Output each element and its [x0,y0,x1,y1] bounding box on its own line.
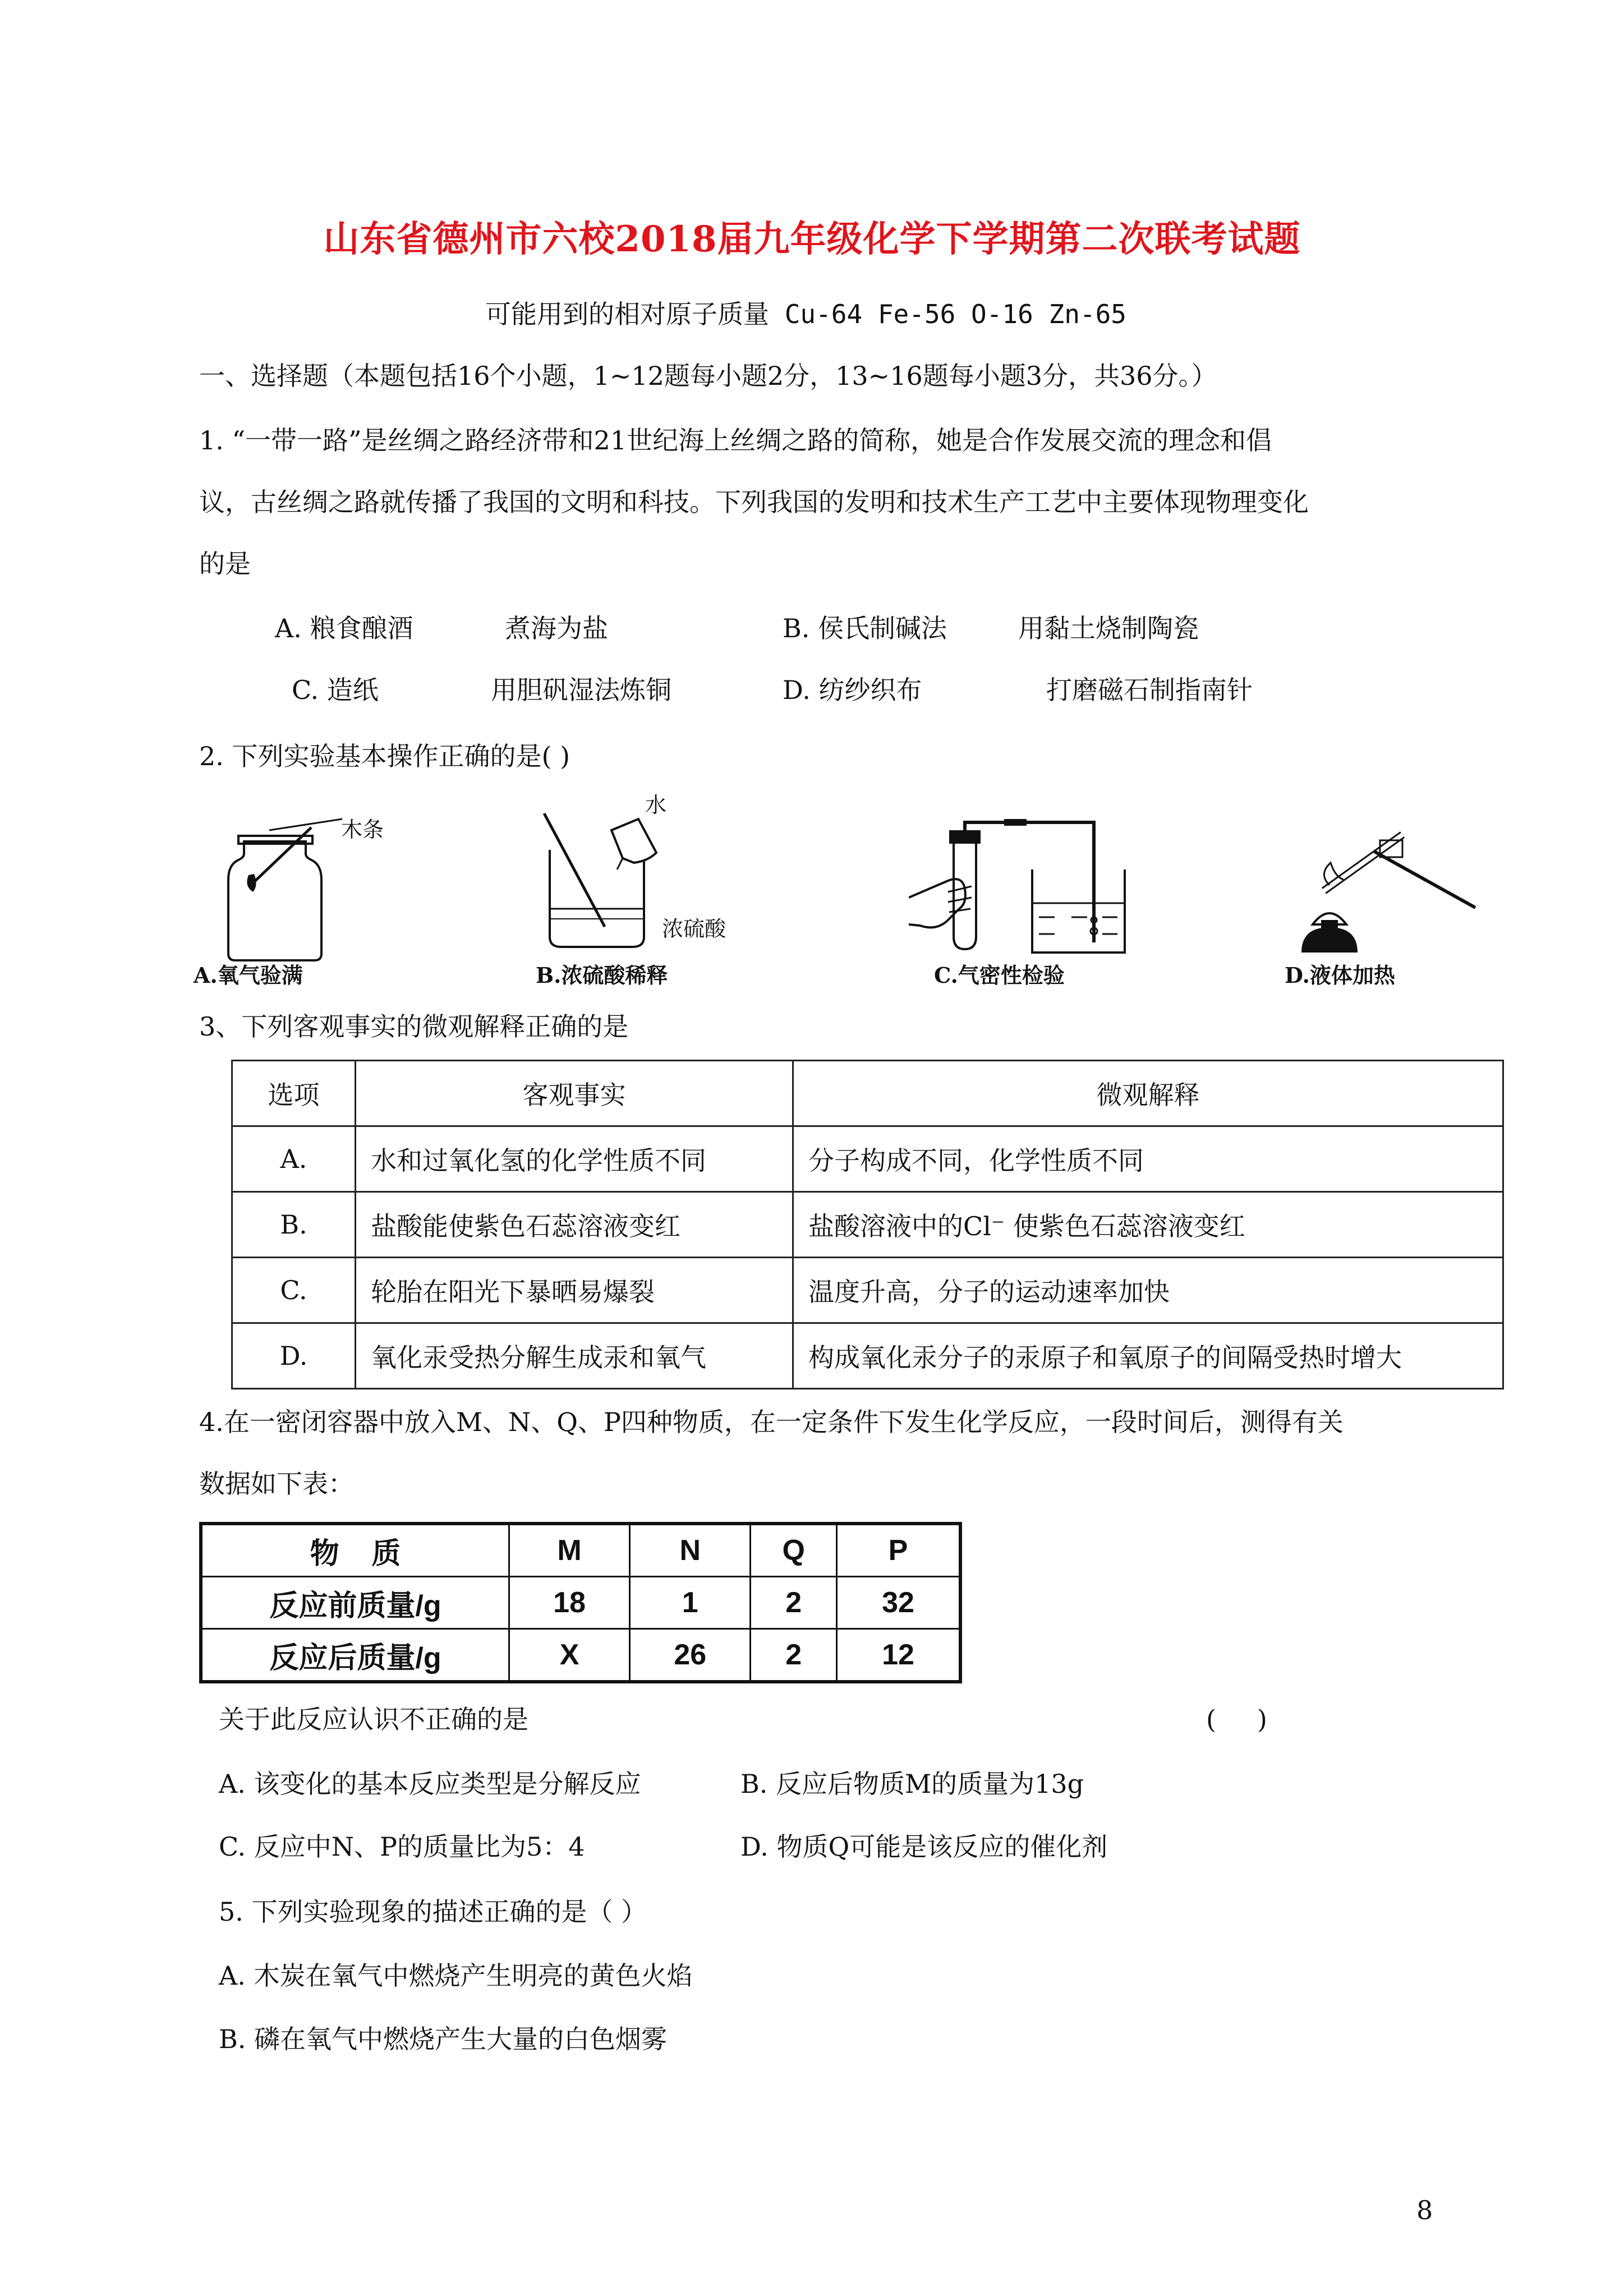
table-header-cell: 客观事实 [356,1061,793,1126]
q4-answer-bracket: ( ) [1206,1704,1268,1734]
q4-data-table [199,1522,962,1683]
q1-stem-line2: 议，古丝绸之路就传播了我国的文明和科技。下列我国的发明和技术生产工艺中主要体现物理变化 [199,487,1309,517]
table-header-cell: 选项 [232,1061,356,1126]
table-cell: 分子构成不同，化学性质不同 [793,1126,1503,1192]
figure-liquid-heating [1290,823,1492,958]
table-cell: 构成氧化汞分子的汞原子和氧原子的间隔受热时增大 [793,1323,1503,1389]
figure-b-label-top: 水 [645,793,667,817]
figure-airtightness-check [909,819,1144,959]
q1-option-d-2: 打磨磁石制指南针 [1046,675,1253,705]
page-title: 山东省德州市六校2018届九年级化学下学期第二次联考试题 [323,218,1301,260]
table-cell: 水和过氧化氢的化学性质不同 [356,1126,793,1192]
q1-option-b-2: 用黏土烧制陶瓷 [1018,613,1199,643]
table-cell: 1 [630,1577,751,1629]
table-header-cell: 微观解释 [793,1061,1503,1126]
q3-stem: 3、下列客观事实的微观解释正确的是 [199,1011,629,1042]
page-number: 8 [1416,2195,1433,2225]
table-header-cell: N [630,1524,751,1577]
q5-stem: 5. 下列实验现象的描述正确的是（ ） [219,1897,647,1927]
table-cell: D. [232,1323,356,1389]
table-cell: B. [232,1192,356,1258]
q3-table [231,1060,1504,1389]
table-cell: A. [232,1126,356,1192]
table-cell: 氧化汞受热分解生成汞和氧气 [356,1323,793,1389]
figure-b-label-side: 浓硫酸 [662,917,726,941]
atomic-mass-note: 可能用到的相对原子质量 Cu-64 Fe-56 O-16 Zn-65 [485,299,1126,329]
table-row [201,1629,960,1682]
q1-stem-line3: 的是 [199,549,251,579]
table-row [232,1126,1503,1192]
q4-option-b: B. 反应后物质M的质量为13g [740,1769,1084,1799]
q1-option-c: C. 造纸 [292,675,379,705]
table-cell: 2 [751,1629,837,1682]
figure-d-caption: D.液体加热 [1285,963,1395,988]
table-cell: 反应前质量/g [201,1577,509,1629]
table-header-cell: M [509,1524,630,1577]
table-cell: C. [232,1258,356,1323]
q2-stem: 2. 下列实验基本操作正确的是( ) [199,741,571,771]
table-row [201,1577,960,1629]
q4-stem-line2: 数据如下表： [199,1469,354,1499]
q5-option-a: A. 木炭在氧气中燃烧产生明亮的黄色火焰 [219,1961,693,1991]
table-cell: 温度升高，分子的运动速率加快 [793,1258,1503,1323]
table-header-cell: 物 质 [201,1524,509,1577]
table-cell: 12 [837,1629,960,1682]
figure-b-caption: B.浓硫酸稀释 [536,963,668,988]
table-cell: X [509,1629,630,1682]
q4-option-c: C. 反应中N、P的质量比为5：4 [219,1832,585,1862]
figure-oxygen-test [222,808,424,965]
q1-option-c-2: 用胆矾湿法炼铜 [491,675,671,705]
table-cell: 反应后质量/g [201,1629,509,1682]
table-header-row [232,1061,1503,1126]
table-header-cell: P [837,1524,960,1577]
table-cell: 2 [751,1577,837,1629]
q1-option-b: B. 侯氏制碱法 [783,613,947,643]
table-cell: 26 [630,1629,751,1682]
table-cell: 轮胎在阳光下暴晒易爆裂 [356,1258,793,1323]
q1-option-d: D. 纺纱织布 [783,675,922,705]
table-row [232,1323,1503,1389]
table-cell: 18 [509,1577,630,1629]
table-cell: 盐酸溶液中的Cl⁻ 使紫色石蕊溶液变红 [793,1192,1503,1258]
section-heading: 一、选择题（本题包括16个小题，1~12题每小题2分，13~16题每小题3分，共36分。） [199,361,1217,391]
q1-stem-line1: 1. “一带一路”是丝绸之路经济带和21世纪海上丝绸之路的简称，她是合作发展交流的理念和倡 [199,425,1272,455]
q1-option-a: A. 粮食酿酒 [275,613,413,643]
table-cell: 32 [837,1577,960,1629]
q1-option-a-2: 煮海为盐 [505,613,608,643]
q4-stem-line1: 4.在一密闭容器中放入M、N、Q、P四种物质，在一定条件下发生化学反应，一段时间后，测得有关 [199,1407,1344,1437]
q4-option-a: A. 该变化的基本反应类型是分解反应 [219,1769,641,1799]
table-header-cell: Q [751,1524,837,1577]
q5-option-b: B. 磷在氧气中燃烧产生大量的白色烟雾 [219,2024,668,2054]
q4-option-d: D. 物质Q可能是该反应的催化剂 [740,1832,1108,1862]
table-row [232,1192,1503,1258]
q4-question: 关于此反应认识不正确的是 [219,1704,528,1734]
table-cell: 盐酸能使紫色石蕊溶液变红 [356,1192,793,1258]
table-header-row [201,1524,960,1577]
figure-c-caption: C.气密性检验 [934,963,1065,988]
figure-a-caption: A.氧气验满 [194,963,303,988]
figure-a-label: 木条 [341,817,384,842]
table-row [232,1258,1503,1323]
